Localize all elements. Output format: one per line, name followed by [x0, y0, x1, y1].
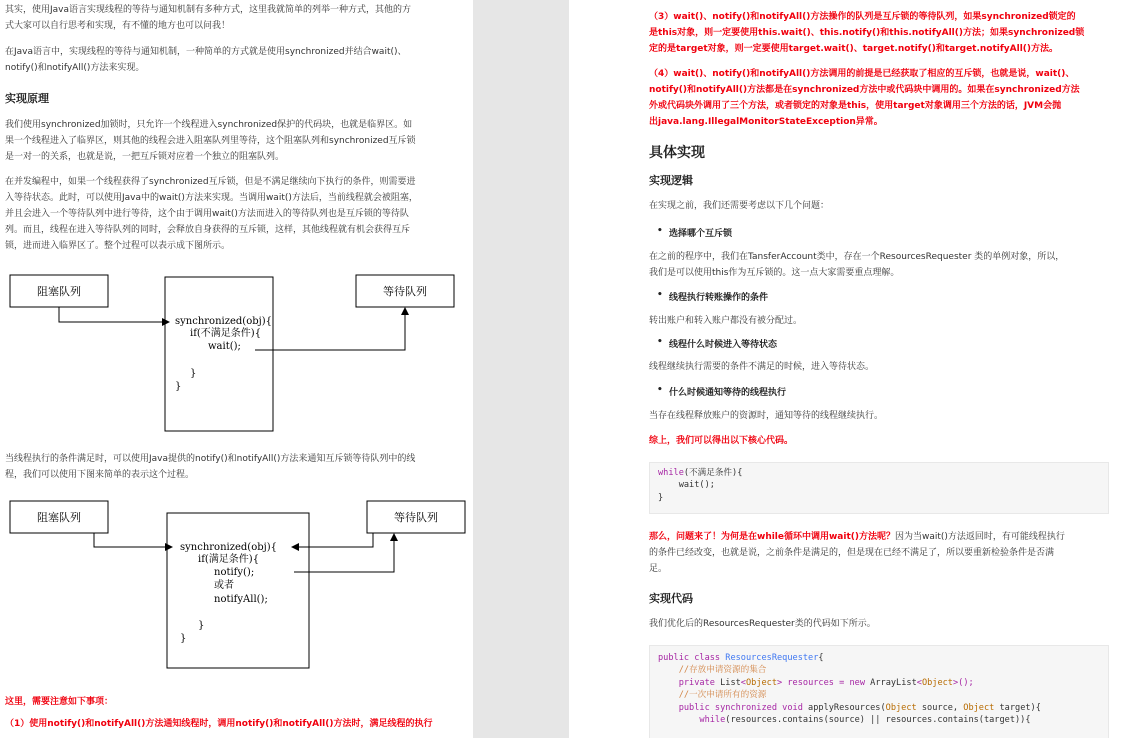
code-keyword: while [658, 715, 726, 726]
wait-queue-label: 等待队列 [383, 285, 427, 298]
code-text: (resources.contains(source) || resources.contains(target)){ [725, 715, 1031, 726]
wait-queue-label: 等待队列 [394, 511, 438, 524]
question-paragraph-line: 足。 [649, 564, 668, 574]
code-text: < [740, 677, 746, 688]
note4-line: （4）wait()、notify()和notifyAll()方法调用的前提是已经获取了相应的互斥锁，也就是说，wait()、 [649, 69, 1075, 79]
code-keyword: new [849, 677, 871, 688]
question-text: 因为当wait()方法返回时，有可能线程执行 [895, 532, 1065, 542]
block-queue-label: 阻塞队列 [37, 511, 81, 524]
principle-paragraph-line: 我们使用synchronized加锁时，只允许一个线程进入synchronized保护的代码块，也就是临界区。如 [5, 120, 413, 130]
principle-paragraph-line: 果一个线程进入了临界区，则其他的线程会进入阻塞队列里等待，这个阻塞队列和synchronized互斥锁 [5, 136, 416, 146]
notify-diagram [0, 496, 473, 680]
intro-paragraph-line: 式大家可以自行思考和实现，有不懂的地方也可以问我！ [5, 21, 231, 31]
code-heading: 实现代码 [649, 592, 693, 605]
b4-paragraph: 当存在线程释放账户的资源时，通知等待的线程继续执行。 [649, 411, 884, 421]
code-comment: //一次申请所有的资源 [658, 690, 767, 701]
code-line: notify(); [214, 567, 255, 578]
block-queue-label: 阻塞队列 [37, 285, 81, 298]
code-text: ArrayList [870, 677, 917, 688]
concurrent-paragraph-line: 列。而且，线程在进入等待队列的同时，会释放自身获得的互斥锁，这样，其他线程就有机会获得互斥 [5, 225, 411, 235]
code-type: Object [885, 702, 917, 713]
code-text: applyResources( [808, 702, 886, 713]
impl-heading: 具体实现 [649, 145, 705, 161]
code-type: Object [921, 677, 953, 688]
code-line: 或者 [214, 580, 234, 591]
note4-line: notify()和notifyAll()方法都是在synchronized方法中或代码块中调用的。如果在synchronized方法 [649, 85, 1080, 95]
document-page-left [0, 0, 473, 738]
question-bullet-3: • 线程什么时候进入等待状态 [669, 337, 777, 350]
code-text: List [720, 677, 741, 688]
concurrent-paragraph-line: 并且会进入一个等待队列中进行等待，这个由于调用wait()方法而进入的等待队列也是互斥锁的等待队 [5, 209, 409, 219]
code-keyword: while [658, 468, 684, 478]
b3-paragraph: 线程继续执行需要的条件不满足的时候，进入等待状态。 [649, 362, 875, 372]
code-keyword: public class [658, 653, 726, 663]
note4-line: 出java.lang.IllegalMonitorStateException异常。 [649, 117, 883, 127]
code-text: (不满足条件){ [683, 468, 743, 478]
code-type: Object [745, 677, 778, 688]
notify-paragraph-line: 程，我们可以使用下图来简单的表示这个过程。 [5, 470, 195, 480]
concurrent-paragraph-line: 在并发编程中，如果一个线程获得了synchronized互斥锁，但是不满足继续向下执行的条件，则需要进 [5, 177, 416, 187]
question-bullet-1: • 选择哪个互斥锁 [669, 226, 732, 239]
note4-line: 外或代码块外调用了三个方法，或者锁定的对象是this，使用target对象调用三个方法的话，JVM会抛 [649, 101, 1062, 111]
code-line: } [175, 381, 182, 392]
code-type: Object [963, 702, 995, 713]
code-line: } [198, 620, 205, 631]
wait-to-queue-arrow [255, 308, 405, 350]
code-keyword: private [658, 677, 721, 688]
code-line: synchronized(obj){ [180, 542, 277, 553]
resources-requester-code-block [649, 645, 1109, 738]
code-line: if(满足条件){ [198, 554, 260, 565]
logic-heading: 实现逻辑 [649, 174, 693, 187]
code-text: source, [916, 702, 964, 713]
question-bullet-2: • 线程执行转账操作的条件 [669, 290, 768, 303]
wait-diagram [0, 270, 473, 444]
note3-line: （3）wait()、notify()和notifyAll()方法操作的队列是互斥锁的等待队列，如果synchronized锁定的 [649, 12, 1076, 22]
code-text: target){ [994, 702, 1041, 713]
code-comment: //存放申请资源的集合 [658, 665, 767, 676]
code-line: if(不满足条件){ [190, 328, 262, 339]
note3-line: 定的是target对象，则一定要使用target.wait()、target.notify()和target.notifyAll()方法。 [649, 44, 1059, 54]
code-intro: 我们优化后的ResourcesRequester类的代码如下所示。 [649, 619, 876, 629]
critical-section-box [165, 277, 273, 431]
notify-paragraph-line: 当线程执行的条件满足时，可以使用Java提供的notify()和notifyAll()方法来通知互斥锁等待队列中的线 [5, 454, 416, 464]
code-line: synchronized(obj){ [175, 316, 272, 327]
block-to-critical-arrow [59, 307, 169, 322]
code-text: { [818, 653, 824, 663]
question-highlight: 那么，问题来了！为何是在while循环中调用wait()方法呢？ [649, 532, 895, 542]
code-text: } [658, 492, 664, 503]
b2-paragraph: 转出账户和转入账户都没有被分配过。 [649, 316, 803, 326]
code-text: wait(); [658, 480, 715, 491]
code-line: } [180, 633, 187, 644]
code-keyword: public synchronized void [658, 702, 809, 713]
question-paragraph-line [649, 529, 1065, 545]
code-line: } [190, 368, 197, 379]
code-class-name: ResourcesRequester [725, 653, 819, 663]
critical-section-box [167, 513, 309, 668]
document-page-right [569, 0, 1123, 738]
code-text: < [916, 677, 922, 688]
code-text: >(); [952, 677, 974, 688]
concurrent-paragraph-line: 入等待状态。此时，可以使用Java中的wait()方法来实现。当调用wait()方法后，当前线程就会被阻塞， [5, 193, 418, 203]
question-paragraph-line: 的条件已经改变，也就是说，之前条件是满足的，但是现在已经不满足了，所以要重新检验条件是否满 [649, 548, 1055, 558]
b1-paragraph-line: 在之前的程序中，我们在TansferAccount类中，存在一个ResourcesRequester 类的单例对象，所以， [649, 252, 1065, 262]
core-code-block [649, 462, 1109, 514]
principle-paragraph-line: 是一对一的关系，也就是说，一把互斥锁对应着一个独立的阻塞队列。 [5, 152, 285, 162]
b1-paragraph-line: 我们是可以使用this作为互斥锁的。这一点大家需要重点理解。 [649, 268, 900, 278]
principle-heading: 实现原理 [5, 92, 49, 105]
code-line: wait(); [208, 341, 241, 352]
code-line: notifyAll(); [214, 594, 268, 605]
intro2-paragraph-line: 在Java语言中，实现线程的等待与通知机制，一种简单的方式就是使用synchronized并结合wait()、 [5, 47, 407, 57]
intro2-paragraph-line: notify()和notifyAll()方法来实现。 [5, 63, 145, 73]
note3-line: 是this对象，则一定要使用this.wait()、this.notify()和this.notifyAll()方法；如果synchronized锁 [649, 28, 1085, 38]
attention-heading: 这里，需要注意如下事项： [5, 697, 114, 707]
attention-item-1: （1）使用notify()和notifyAll()方法通知线程时，调用notify()和notifyAll()方法时，满足线程的执行 [5, 719, 433, 729]
logic-intro: 在实现之前，我们还需要考虑以下几个问题： [649, 201, 830, 211]
code-text: > resources = [777, 677, 850, 688]
question-bullet-4: • 什么时候通知等待的线程执行 [669, 385, 786, 398]
intro-paragraph-line: 其实，使用Java语言实现线程的等待与通知机制有多种方式，这里我就简单的列举一种方式，其他的方 [5, 5, 412, 15]
concurrent-paragraph-line: 锁，进而进入临界区了。整个过程可以表示成下图所示。 [5, 241, 231, 251]
summary-line: 综上，我们可以得出以下核心代码。 [649, 436, 794, 446]
block-to-critical-arrow [94, 533, 172, 547]
